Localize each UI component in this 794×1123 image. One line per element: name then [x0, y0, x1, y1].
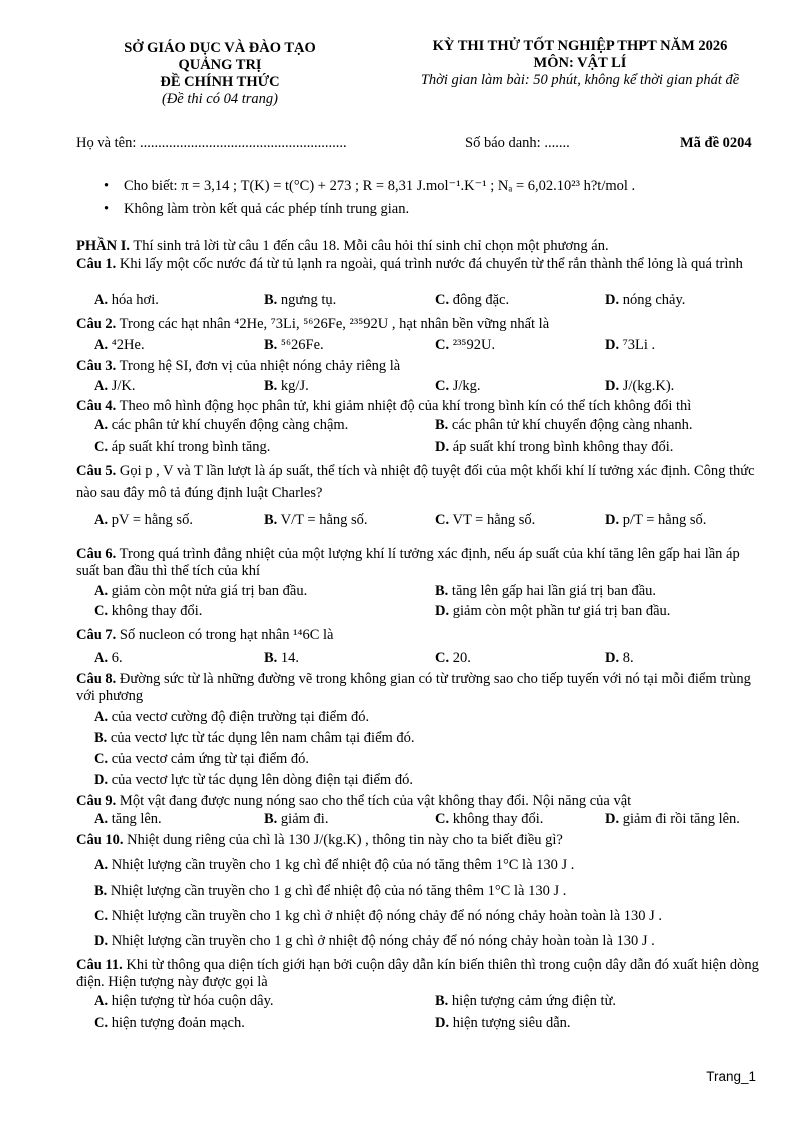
option-c[interactable]: C. Nhiệt lượng cần truyền cho 1 kg chì ở nhiệt độ nóng chảy để nó nóng chảy hoàn toàn là 130 J . — [94, 908, 663, 924]
option-b[interactable]: B. V/T = hằng số. — [264, 512, 368, 528]
option-a[interactable]: A. giảm còn một nửa giá trị ban đầu. — [94, 583, 308, 599]
option-c[interactable]: C. VT = hằng số. — [435, 512, 536, 528]
part-heading: PHẦN I. Thí sinh trả lời từ câu 1 đến câu 18. Mỗi câu hỏi thí sinh chỉ chọn một phương án. — [76, 238, 609, 254]
option-c[interactable]: C. áp suất khí trong bình tăng. — [94, 439, 271, 455]
page-count-note: (Đề thi có 04 trang) — [162, 91, 278, 107]
header-right — [395, 38, 765, 89]
option-c[interactable]: C. của vectơ cảm ứng từ tại điểm đó. — [94, 751, 310, 767]
exam-title: KỲ THI THỬ TỐT NGHIỆP THPT NĂM 2026 — [432, 38, 728, 54]
option-a[interactable]: A. tăng lên. — [94, 811, 162, 827]
question: Câu 4. Theo mô hình động học phân tử, khi giảm nhiệt độ của khí trong bình kín có thể tích không đổi thì — [76, 398, 692, 414]
option-a[interactable]: A. của vectơ cường độ điện trường tại điểm đó. — [94, 709, 370, 725]
option-b[interactable]: B. kg/J. — [264, 378, 309, 394]
question: Câu 9. Một vật đang được nung nóng sao cho thể tích của vật không thay đổi. Nội năng của vật — [76, 793, 632, 809]
option-c[interactable]: C. không thay đổi. — [94, 603, 203, 619]
option-d[interactable]: D. 8. — [605, 650, 634, 666]
option-b[interactable]: B. giảm đi. — [264, 811, 329, 827]
student-name-line: Họ và tên: ......................................................... — [76, 135, 347, 151]
option-d[interactable]: D. hiện tượng siêu dẫn. — [435, 1015, 571, 1031]
student-id-line: Số báo danh: ....... — [465, 135, 570, 151]
option-a[interactable]: A. các phân tử khí chuyển động càng chậm. — [94, 417, 349, 433]
bullet-icon: • — [104, 201, 110, 217]
option-b[interactable]: B. ⁵⁶26Fe. — [264, 337, 324, 353]
option-a[interactable]: A. pV = hằng số. — [94, 512, 193, 528]
question: Câu 2. Trong các hạt nhân ⁴2He, ⁷3Li, ⁵⁶26Fe, ²³⁵92U , hạt nhân bền vững nhất là — [76, 316, 550, 332]
question: Câu 8. Đường sức từ là những đường vẽ trong không gian có từ trường sao cho tiếp tuyến với nó tại mỗi điểm trùng với phương — [76, 671, 751, 704]
option-b[interactable]: B. hiện tượng cảm ứng điện từ. — [435, 993, 617, 1009]
option-b[interactable]: B. tăng lên gấp hai lần giá trị ban đầu. — [435, 583, 657, 599]
option-b[interactable]: B. các phân tử khí chuyển động càng nhanh. — [435, 417, 693, 433]
department-name: SỞ GIÁO DỤC VÀ ĐÀO TẠO — [124, 40, 316, 56]
option-a[interactable]: A. J/K. — [94, 378, 136, 394]
page-number: Trang_1 — [706, 1069, 756, 1084]
option-d[interactable]: D. Nhiệt lượng cần truyền cho 1 g chì ở nhiệt độ nóng chảy để nó nóng chảy hoàn toàn là 130 J . — [94, 933, 655, 949]
option-d[interactable]: D. giảm đi rồi tăng lên. — [605, 811, 740, 827]
option-d[interactable]: D. ⁷3Li . — [605, 337, 656, 353]
option-c[interactable]: C. hiện tượng đoản mạch. — [94, 1015, 245, 1031]
givens-rounding-note: Không làm tròn kết quả các phép tính trung gian. — [124, 201, 410, 217]
option-c[interactable]: C. đông đặc. — [435, 292, 510, 308]
province-name: QUẢNG TRỊ — [178, 57, 262, 73]
header-left — [105, 40, 335, 108]
official-label: ĐỀ CHÍNH THỨC — [160, 74, 280, 90]
option-d[interactable]: D. nóng chảy. — [605, 292, 686, 308]
bullet-icon: • — [104, 178, 110, 194]
option-a[interactable]: A. hóa hơi. — [94, 292, 159, 308]
option-d[interactable]: D. J/(kg.K). — [605, 378, 675, 394]
exam-code: Mã đề 0204 — [680, 135, 752, 151]
option-d[interactable]: D. p/T = hằng số. — [605, 512, 707, 528]
question: Câu 11. Khi từ thông qua diện tích giới hạn bởi cuộn dây dẫn kín biến thiên thì trong cuộn dây dẫn đó xuất hiện dòng điện. Hiện tượng này được gọi là — [76, 957, 759, 990]
option-a[interactable]: A. hiện tượng từ hóa cuộn dây. — [94, 993, 274, 1009]
option-c[interactable]: C. ²³⁵92U. — [435, 337, 496, 353]
question: Câu 10. Nhiệt dung riêng của chì là 130 J/(kg.K) , thông tin này cho ta biết điều gì? — [76, 832, 563, 848]
option-d[interactable]: D. áp suất khí trong bình không thay đổi. — [435, 439, 674, 455]
option-b[interactable]: B. ngưng tụ. — [264, 292, 337, 308]
subject-title: MÔN: VẬT LÍ — [533, 55, 627, 71]
option-b[interactable]: B. của vectơ lực từ tác dụng lên nam châm tại điểm đó. — [94, 730, 415, 746]
option-a[interactable]: A. ⁴2He. — [94, 337, 145, 353]
option-a[interactable]: A. 6. — [94, 650, 123, 666]
option-a[interactable]: A. Nhiệt lượng cần truyền cho 1 kg chì để nhiệt độ của nó tăng thêm 1°C là 130 J . — [94, 857, 575, 873]
question: Câu 7. Số nucleon có trong hạt nhân ¹⁴6C là — [76, 627, 334, 643]
option-d[interactable]: D. của vectơ lực từ tác dụng lên dòng điện tại điểm đó. — [94, 772, 413, 788]
question: Câu 1. Khi lấy một cốc nước đá từ tủ lạnh ra ngoài, quá trình nước đá chuyển từ thể rắn thành thể lỏng là quá trình — [76, 256, 743, 272]
option-b[interactable]: B. Nhiệt lượng cần truyền cho 1 g chì để nhiệt độ của nó tăng thêm 1°C là 130 J . — [94, 883, 567, 899]
option-d[interactable]: D. giảm còn một phần tư giá trị ban đầu. — [435, 603, 671, 619]
question: Câu 6. Trong quá trình đẳng nhiệt của một lượng khí lí tưởng xác định, nếu áp suất của khí tăng lên gấp hai lần áp suất ban đầu thì thể tích của khí — [76, 546, 740, 579]
option-b[interactable]: B. 14. — [264, 650, 300, 666]
option-c[interactable]: C. 20. — [435, 650, 471, 666]
option-c[interactable]: C. J/kg. — [435, 378, 481, 394]
givens-constants: Cho biết: π = 3,14 ; T(K) = t(°C) + 273 ; R = 8,31 J.mol⁻¹.K⁻¹ ; Nₐ = 6,02.10²³ h?t/mol . — [124, 178, 636, 194]
option-c[interactable]: C. không thay đổi. — [435, 811, 544, 827]
question: Câu 5. Gọi p , V và T lần lượt là áp suất, thể tích và nhiệt độ tuyệt đối của một khối khí lí tưởng xác định. Công thức nào sau đây mô tả đúng định luật Charles? — [76, 463, 755, 501]
question: Câu 3. Trong hệ SI, đơn vị của nhiệt nóng chảy riêng là — [76, 358, 401, 374]
time-note: Thời gian làm bài: 50 phút, không kể thời gian phát đề — [420, 72, 740, 88]
